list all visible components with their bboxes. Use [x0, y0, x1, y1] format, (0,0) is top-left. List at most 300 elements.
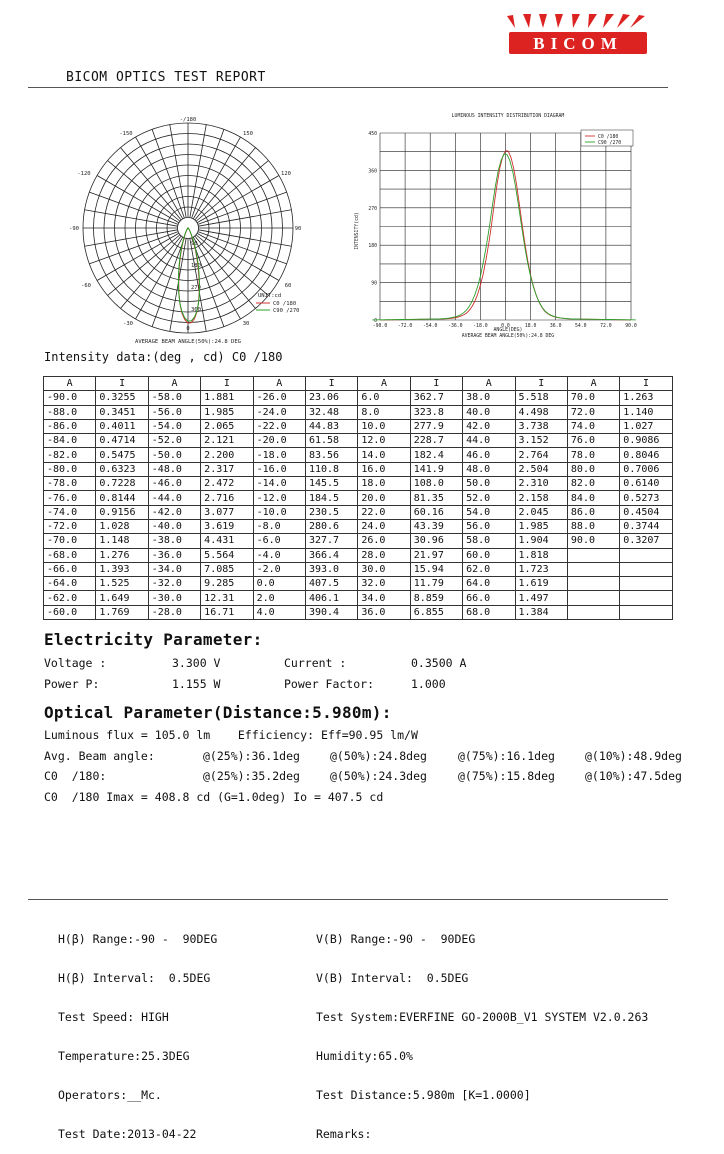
- table-cell: 5.564: [201, 548, 253, 562]
- cart-xtick: 54.0: [575, 324, 587, 329]
- table-cell: 48.0: [463, 462, 515, 476]
- bicom-logo: [503, 14, 653, 58]
- table-cell: 393.0: [305, 562, 357, 576]
- table-cell: -38.0: [148, 534, 200, 548]
- table-cell: 0.9156: [96, 505, 148, 519]
- cart-ytick: 0: [374, 319, 377, 324]
- table-cell: 70.0: [567, 391, 619, 405]
- table-cell: 2.200: [201, 448, 253, 462]
- cart-ytick: 270: [368, 206, 377, 212]
- table-cell: 18.0: [358, 477, 410, 491]
- polar-label-ll: -60: [81, 283, 91, 289]
- table-row: [44, 391, 673, 405]
- table-cell: 2.472: [201, 477, 253, 491]
- table-cell: 81.35: [410, 491, 462, 505]
- cart-xtick: -36.0: [448, 324, 463, 329]
- table-cell: 12.31: [201, 591, 253, 605]
- cartesian-svg: [353, 111, 638, 341]
- beam-angle-10: @(10%):48.9deg: [585, 749, 682, 763]
- column-header: A: [463, 377, 515, 391]
- operators: Operators:__Mc.: [58, 1088, 162, 1102]
- table-cell: 1.525: [96, 577, 148, 591]
- table-cell: 84.0: [567, 491, 619, 505]
- cart-legend-c0: C0 /180: [598, 135, 619, 140]
- power-label: Power P:: [44, 677, 100, 691]
- c0-angle-25: @(25%):35.2deg: [203, 769, 300, 783]
- table-cell: -46.0: [148, 477, 200, 491]
- polar-label-lr: 60: [284, 283, 292, 289]
- footer-left: [58, 907, 217, 1154]
- table-cell: 1.263: [620, 391, 672, 405]
- table-cell: 68.0: [463, 605, 515, 619]
- table-row: [44, 605, 673, 619]
- table-cell: -64.0: [44, 577, 96, 591]
- table-cell: [567, 605, 619, 619]
- table-row: [44, 548, 673, 562]
- current-value: 0.3500 A: [411, 656, 467, 670]
- table-cell: -14.0: [253, 477, 305, 491]
- table-cell: 362.7: [410, 391, 462, 405]
- table-cell: 7.085: [201, 562, 253, 576]
- table-cell: -48.0: [148, 462, 200, 476]
- current-label: Current :: [284, 656, 347, 670]
- table-cell: 0.7228: [96, 477, 148, 491]
- table-cell: -16.0: [253, 462, 305, 476]
- table-cell: -4.0: [253, 548, 305, 562]
- table-cell: 50.0: [463, 477, 515, 491]
- table-cell: 228.7: [410, 434, 462, 448]
- polar-label-left: -90: [69, 226, 79, 232]
- table-cell: [620, 577, 672, 591]
- table-cell: 4.498: [515, 405, 567, 419]
- table-cell: -42.0: [148, 505, 200, 519]
- table-cell: 5.518: [515, 391, 567, 405]
- table-cell: 10.0: [358, 419, 410, 433]
- table-cell: 0.3207: [620, 534, 672, 548]
- table-cell: -68.0: [44, 548, 96, 562]
- table-cell: 1.881: [201, 391, 253, 405]
- table-cell: -84.0: [44, 434, 96, 448]
- polar-grid-spoke: [170, 125, 186, 218]
- polar-radial-label: 270: [191, 285, 201, 291]
- cart-xtick: -72.0: [397, 324, 413, 329]
- table-cell: 44.0: [463, 434, 515, 448]
- table-cell: -54.0: [148, 419, 200, 433]
- table-cell: 0.5475: [96, 448, 148, 462]
- remarks: Remarks:: [316, 1127, 372, 1141]
- column-header: A: [358, 377, 410, 391]
- table-cell: 24.0: [358, 519, 410, 533]
- table-cell: 30.0: [358, 562, 410, 576]
- table-cell: 0.4504: [620, 505, 672, 519]
- table-cell: -36.0: [148, 548, 200, 562]
- table-row: [44, 591, 673, 605]
- c0-label: C0 /180:: [44, 769, 107, 783]
- polar-label-tr: 150: [243, 131, 253, 137]
- table-cell: 2.121: [201, 434, 253, 448]
- table-cell: 66.0: [463, 591, 515, 605]
- table-cell: [567, 548, 619, 562]
- polar-legend-c90: C90 /270: [273, 308, 300, 314]
- table-cell: 390.4: [305, 605, 357, 619]
- table-cell: 1.904: [515, 534, 567, 548]
- table-cell: 60.0: [463, 548, 515, 562]
- table-cell: 43.39: [410, 519, 462, 533]
- table-cell: -88.0: [44, 405, 96, 419]
- table-cell: 34.0: [358, 591, 410, 605]
- table-cell: 0.3451: [96, 405, 148, 419]
- table-row: [44, 577, 673, 591]
- table-cell: 0.3744: [620, 519, 672, 533]
- cart-xtick: 90.0: [625, 324, 637, 329]
- polar-radial-label: 360: [191, 307, 201, 313]
- polar-label-ul: -120: [77, 171, 91, 177]
- cart-xtick: 36.0: [549, 324, 562, 329]
- c0-angle-50: @(50%):24.3deg: [330, 769, 427, 783]
- table-cell: -24.0: [253, 405, 305, 419]
- table-row: [44, 491, 673, 505]
- table-cell: -22.0: [253, 419, 305, 433]
- table-cell: 6.0: [358, 391, 410, 405]
- table-cell: -76.0: [44, 491, 96, 505]
- footer-divider: [28, 899, 668, 900]
- polar-grid-spoke: [85, 210, 178, 226]
- table-cell: -50.0: [148, 448, 200, 462]
- table-cell: 76.0: [567, 434, 619, 448]
- table-cell: -10.0: [253, 505, 305, 519]
- table-row: [44, 419, 673, 433]
- table-cell: 1.276: [96, 548, 148, 562]
- temperature: Temperature:25.3DEG: [58, 1049, 190, 1063]
- test-distance: Test Distance:5.980m [K=1.0000]: [316, 1088, 531, 1102]
- table-cell: -40.0: [148, 519, 200, 533]
- table-cell: 2.764: [515, 448, 567, 462]
- table-cell: 20.0: [358, 491, 410, 505]
- cart-xtick: -18.0: [473, 324, 488, 329]
- table-cell: 0.6323: [96, 462, 148, 476]
- table-cell: 184.5: [305, 491, 357, 505]
- table-cell: 0.8046: [620, 448, 672, 462]
- report-title: BICOM OPTICS TEST REPORT: [66, 70, 266, 85]
- cart-ytick: 90: [371, 281, 377, 287]
- table-cell: 62.0: [463, 562, 515, 576]
- column-header: I: [515, 377, 567, 391]
- table-cell: [620, 605, 672, 619]
- table-cell: 4.431: [201, 534, 253, 548]
- table-cell: 80.0: [567, 462, 619, 476]
- h-range: H(β) Range:-90 - 90DEG: [58, 932, 218, 946]
- cart-xtick: -54.0: [422, 324, 438, 329]
- table-cell: 0.3255: [96, 391, 148, 405]
- table-cell: -78.0: [44, 477, 96, 491]
- table-cell: 0.9086: [620, 434, 672, 448]
- table-cell: 406.1: [305, 591, 357, 605]
- cart-series-c90: [372, 154, 636, 320]
- table-cell: 2.504: [515, 462, 567, 476]
- polar-radial-label: 180: [191, 263, 201, 269]
- column-header: I: [305, 377, 357, 391]
- table-cell: 42.0: [463, 419, 515, 433]
- polar-label-tl: -150: [119, 131, 133, 137]
- table-cell: -28.0: [148, 605, 200, 619]
- table-cell: 2.065: [201, 419, 253, 433]
- table-cell: -32.0: [148, 577, 200, 591]
- table-cell: 8.0: [358, 405, 410, 419]
- table-cell: [620, 562, 672, 576]
- table-cell: 1.769: [96, 605, 148, 619]
- polar-grid-spoke: [198, 230, 291, 246]
- table-cell: 327.7: [305, 534, 357, 548]
- table-cell: 30.96: [410, 534, 462, 548]
- table-cell: 12.0: [358, 434, 410, 448]
- humidity: Humidity:65.0%: [316, 1049, 413, 1063]
- table-cell: -20.0: [253, 434, 305, 448]
- table-cell: 28.0: [358, 548, 410, 562]
- table-cell: 1.619: [515, 577, 567, 591]
- table-cell: -52.0: [148, 434, 200, 448]
- column-header: A: [44, 377, 96, 391]
- table-cell: 14.0: [358, 448, 410, 462]
- table-cell: 0.4011: [96, 419, 148, 433]
- table-cell: 78.0: [567, 448, 619, 462]
- table-cell: 1.393: [96, 562, 148, 576]
- power-factor-label: Power Factor:: [284, 677, 375, 691]
- table-cell: 366.4: [305, 548, 357, 562]
- table-cell: -60.0: [44, 605, 96, 619]
- table-cell: -2.0: [253, 562, 305, 576]
- table-cell: 1.148: [96, 534, 148, 548]
- table-cell: 4.0: [253, 605, 305, 619]
- table-cell: 32.0: [358, 577, 410, 591]
- table-cell: 8.859: [410, 591, 462, 605]
- table-cell: 1.649: [96, 591, 148, 605]
- cart-ytick: 450: [368, 132, 377, 137]
- cart-xtick: 72.0: [600, 324, 612, 329]
- table-cell: -58.0: [148, 391, 200, 405]
- table-cell: 230.5: [305, 505, 357, 519]
- table-header-row: [44, 377, 673, 391]
- test-date: Test Date:2013-04-22: [58, 1127, 197, 1141]
- table-cell: 0.0: [253, 577, 305, 591]
- table-cell: 2.716: [201, 491, 253, 505]
- table-cell: 1.384: [515, 605, 567, 619]
- v-range: V(B) Range:-90 - 90DEG: [316, 932, 476, 946]
- table-row: [44, 534, 673, 548]
- table-cell: 16.0: [358, 462, 410, 476]
- table-row: [44, 448, 673, 462]
- table-cell: -82.0: [44, 448, 96, 462]
- table-cell: 6.855: [410, 605, 462, 619]
- c0-angle-10: @(10%):47.5deg: [585, 769, 682, 783]
- table-cell: 64.0: [463, 577, 515, 591]
- cart-ylabel: INTENSITY(cd): [355, 212, 360, 250]
- table-row: [44, 462, 673, 476]
- table-row: [44, 405, 673, 419]
- column-header: A: [253, 377, 305, 391]
- table-cell: 11.79: [410, 577, 462, 591]
- electricity-title: Electricity Parameter:: [44, 630, 263, 649]
- table-cell: 60.16: [410, 505, 462, 519]
- footer-right: [316, 907, 648, 1154]
- luminous-flux-line: Luminous flux = 105.0 lm Efficiency: Eff=90.95 lm/W: [44, 728, 418, 742]
- v-interval: V(B) Interval: 0.5DEG: [316, 971, 469, 985]
- cart-caption: AVERAGE BEAM ANGLE(50%):24.8 DEG: [461, 334, 555, 339]
- table-cell: 21.97: [410, 548, 462, 562]
- table-cell: 277.9: [410, 419, 462, 433]
- table-cell: 90.0: [567, 534, 619, 548]
- table-cell: 2.317: [201, 462, 253, 476]
- table-cell: 1.985: [201, 405, 253, 419]
- h-interval: H(β) Interval: 0.5DEG: [58, 971, 211, 985]
- table-cell: 407.5: [305, 577, 357, 591]
- polar-legend-c0: C0 /180: [273, 301, 297, 307]
- table-cell: -34.0: [148, 562, 200, 576]
- power-factor-value: 1.000: [411, 677, 446, 691]
- table-cell: 74.0: [567, 419, 619, 433]
- c0-angle-75: @(75%):15.8deg: [458, 769, 555, 783]
- table-cell: 2.045: [515, 505, 567, 519]
- table-cell: 1.497: [515, 591, 567, 605]
- column-header: I: [620, 377, 672, 391]
- table-cell: 32.48: [305, 405, 357, 419]
- table-cell: 141.9: [410, 462, 462, 476]
- table-cell: -70.0: [44, 534, 96, 548]
- table-cell: -90.0: [44, 391, 96, 405]
- beam-angle-50: @(50%):24.8deg: [330, 749, 427, 763]
- table-cell: 61.58: [305, 434, 357, 448]
- polar-unit: UNIT:cd: [258, 293, 282, 299]
- polar-grid-spoke: [85, 230, 178, 246]
- table-cell: 0.6140: [620, 477, 672, 491]
- logo-text: BICOM: [533, 34, 623, 53]
- polar-label-top: -/180: [179, 117, 197, 123]
- table-cell: 46.0: [463, 448, 515, 462]
- table-cell: [567, 577, 619, 591]
- imax-line: C0 /180 Imax = 408.8 cd (G=1.0deg) Io = 407.5 cd: [44, 790, 384, 804]
- cart-xtick: 18.0: [524, 324, 537, 329]
- cart-xtick: -90.0: [372, 324, 388, 329]
- table-cell: -30.0: [148, 591, 200, 605]
- intensity-caption: Intensity data:(deg , cd) C0 /180: [44, 350, 283, 364]
- cart-title: LUMINOUS INTENSITY DISTRIBUTION DIAGRAM: [451, 114, 565, 119]
- table-cell: 56.0: [463, 519, 515, 533]
- table-cell: 3.738: [515, 419, 567, 433]
- table-cell: 1.140: [620, 405, 672, 419]
- table-row: [44, 477, 673, 491]
- table-cell: [620, 548, 672, 562]
- polar-label-bl: -30: [123, 321, 133, 327]
- table-cell: 23.06: [305, 391, 357, 405]
- table-cell: 82.0: [567, 477, 619, 491]
- table-cell: 2.158: [515, 491, 567, 505]
- table-cell: -80.0: [44, 462, 96, 476]
- polar-label-right: 90: [294, 226, 302, 232]
- table-cell: 2.0: [253, 591, 305, 605]
- table-cell: 1.027: [620, 419, 672, 433]
- cart-legend-c90: C90 /270: [598, 141, 622, 146]
- column-header: A: [567, 377, 619, 391]
- table-cell: 36.0: [358, 605, 410, 619]
- table-cell: -44.0: [148, 491, 200, 505]
- cart-xlabel: ANGLE(DEG): [493, 328, 523, 333]
- table-cell: 58.0: [463, 534, 515, 548]
- polar-svg: [58, 117, 320, 345]
- table-cell: 0.8144: [96, 491, 148, 505]
- table-cell: 22.0: [358, 505, 410, 519]
- table-cell: 3.152: [515, 434, 567, 448]
- table-cell: 1.723: [515, 562, 567, 576]
- table-cell: 0.5273: [620, 491, 672, 505]
- table-cell: -8.0: [253, 519, 305, 533]
- table-cell: 110.8: [305, 462, 357, 476]
- table-row: [44, 434, 673, 448]
- table-cell: 3.619: [201, 519, 253, 533]
- column-header: A: [148, 377, 200, 391]
- table-cell: 26.0: [358, 534, 410, 548]
- table-cell: -6.0: [253, 534, 305, 548]
- column-header: I: [410, 377, 462, 391]
- voltage-value: 3.300 V: [172, 656, 221, 670]
- table-cell: 182.4: [410, 448, 462, 462]
- table-cell: -56.0: [148, 405, 200, 419]
- table-cell: 16.71: [201, 605, 253, 619]
- table-cell: 323.8: [410, 405, 462, 419]
- table-cell: 38.0: [463, 391, 515, 405]
- header-divider: [28, 87, 668, 88]
- polar-label-bottom: 0: [186, 326, 190, 332]
- table-cell: -86.0: [44, 419, 96, 433]
- table-cell: 15.94: [410, 562, 462, 576]
- table-cell: 145.5: [305, 477, 357, 491]
- beam-angle-25: @(25%):36.1deg: [203, 749, 300, 763]
- table-cell: 86.0: [567, 505, 619, 519]
- polar-grid-spoke: [190, 125, 206, 218]
- table-cell: 88.0: [567, 519, 619, 533]
- table-cell: 52.0: [463, 491, 515, 505]
- polar-grid-spoke: [198, 210, 291, 226]
- table-cell: 83.56: [305, 448, 357, 462]
- polar-caption: AVERAGE BEAM ANGLE(50%):24.8 DEG: [135, 339, 241, 345]
- table-cell: -12.0: [253, 491, 305, 505]
- column-header: I: [96, 377, 148, 391]
- column-header: I: [201, 377, 253, 391]
- table-cell: 1.028: [96, 519, 148, 533]
- table-cell: 9.285: [201, 577, 253, 591]
- table-row: [44, 519, 673, 533]
- logo-fan-icon: [503, 14, 653, 58]
- table-cell: [567, 562, 619, 576]
- table-row: [44, 562, 673, 576]
- table-cell: 280.6: [305, 519, 357, 533]
- beam-angle-75: @(75%):16.1deg: [458, 749, 555, 763]
- table-cell: 0.7006: [620, 462, 672, 476]
- table-cell: 40.0: [463, 405, 515, 419]
- optical-title: Optical Parameter(Distance:5.980m):: [44, 703, 392, 722]
- cart-ytick: 360: [368, 169, 377, 175]
- table-cell: -72.0: [44, 519, 96, 533]
- intensity-distribution-diagram: [353, 111, 638, 341]
- table-cell: 0.4714: [96, 434, 148, 448]
- table-cell: -74.0: [44, 505, 96, 519]
- polar-label-ur: 120: [281, 171, 291, 177]
- polar-diagram: [58, 117, 320, 345]
- table-cell: 54.0: [463, 505, 515, 519]
- table-cell: -18.0: [253, 448, 305, 462]
- intensity-table: [43, 376, 673, 620]
- voltage-label: Voltage :: [44, 656, 107, 670]
- test-speed: Test Speed: HIGH: [58, 1010, 169, 1024]
- test-system: Test System:EVERFINE GO-2000B_V1 SYSTEM V2.0.263: [316, 1010, 649, 1024]
